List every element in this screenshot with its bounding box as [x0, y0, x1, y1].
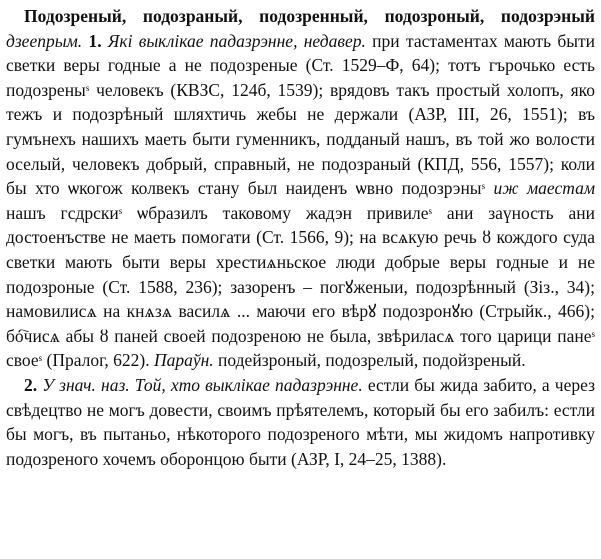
entry-sense-1-paragraph: Подозреный, подозраный, подозренный, подозроный, подозрэный дзеепрым. 1. Які выклікае падазрэнне, недавер. при тастаментах мають быти светки веры годные а не подозреные (Ст. 1529–Ф, 64); тотъ гърочько есть подозрены$^s$ человекъ (КВЗС, 124б, 1539); врядовъ такъ простый холопъ, яко тежъ и подозрѣный шляхтичь жебы не держали (АЗР, III, 26, 1551); въ гумънехъ нашихъ маеть быти гуменникъ, подданый нашъ, въ той жо волости оселый, человекъ добрый, справный, не подозраный (КПД, 556, 1557); коли бы хто ѡкогож колвекъ стану был наиденъ ѡвно подозрэны$^s$ иж маестам нашъ гсдрски$^s$ ѡбразилъ таковому жадэн привиле$^s$ ани заүность ани достоенъстве не маеть помогати (Ст. 1566, 9); на всѧкую речь ȣ кождого суда светки мають быти веры хрестиѧньское люди добрые веры годные и не подозроные (Ст. 1588, 236); зазоренъ – погꙋженыи, подозрѣнный (Зіз., 34); намовилисѧ на кнѧзѧ василѧ ... маючи его вѣрꙋ подозронꙋю (Стрыйк., 466); бо҇чисѧ абы ȣ паней своей подозреною не была, звѣриласѧ того царици пане$^s$ свое$^s$ (Пралог, 622). Параўн. подейзроный, подозрелый, подойзреный. [6, 6, 596, 371]
part-of-speech: дзеепрым. [6, 30, 83, 51]
sense-1-citations: при тастаментах мають быти светки веры годные а не подозреные (Ст. 1529–Ф, 64); тотъ гърочько есть подозрены [6, 30, 596, 100]
sense-2-number: 2. [24, 374, 38, 395]
superscript-marker: s [481, 181, 486, 192]
sense-1-citations-end: (Пралог, 622). [42, 350, 150, 371]
sense-2-definition: У знач. наз. Той, хто выклікае падазрэнне. [42, 374, 363, 395]
sense-1-number: 1. [88, 30, 102, 51]
sense-1-citations-cont: свое [6, 350, 39, 371]
sense-1-definition: Які выклікае падазрэнне, недавер. [107, 30, 366, 51]
cross-reference-label: Параўн. [153, 350, 214, 371]
sense-1-citations-cont: ѡбразилъ таковому жадэн привиле [122, 202, 429, 223]
superscript-marker: s [428, 205, 432, 216]
sense-1-italic-fragment: иж маестам [493, 178, 596, 199]
entry-sense-2-paragraph [6, 373, 595, 471]
sense-1-citations-cont: человекъ (КВЗС, 124б, 1539); врядовъ такъ простый холопъ, яко тежъ и подозрѣный шляхтичь жебы не держали (АЗР, III, 26, 1551); въ гумънехъ нашихъ маеть быти гуменникъ, подданый нашъ, въ той жо волости оселый, человекъ добрый, справный, не подозраный (КПД, 556, 1557); коли бы хто ѡкогож колвекъ стану был наиденъ ѡвно подозрэны [6, 79, 595, 199]
sense-2-citations: естли бы жида забито, а через свѣдецтво не могъ довести, своимъ прѣятелемъ, который бы его забилъ: естли бы могъ, въ пытаньо, нѣкоторого подозреного мѣти, мы жидомъ напротивку подозреного хочемъ оборонцою быти (АЗР, I, 24–25, 1388). [6, 374, 595, 469]
headword: Подозреный, подозраный, подозренный, подозроный, подозрэный [24, 6, 595, 26]
superscript-marker: s [118, 205, 123, 216]
sense-1-citations-cont: ани заүность ани достоенъстве не маеть помогати (Ст. 1566, 9); на всѧкую речь ȣ кождого суда светки мають быти веры хрестиѧньское люди добрые веры годные и не подозроные (Ст. 1588, 236); зазоренъ – погꙋженыи, подозрѣнный (Зіз., 34); намовилисѧ на кнѧзѧ василѧ ... маючи его вѣрꙋ подозронꙋю (Стрыйк., 466); бо҇чисѧ абы ȣ паней своей подозреною не была, звѣриласѧ того царици пане [6, 202, 596, 346]
cross-references: подейзроный, подозрелый, подойзреный. [213, 350, 526, 371]
superscript-marker: s [38, 353, 43, 364]
superscript-marker: s [85, 82, 90, 93]
superscript-marker: s [591, 328, 595, 339]
